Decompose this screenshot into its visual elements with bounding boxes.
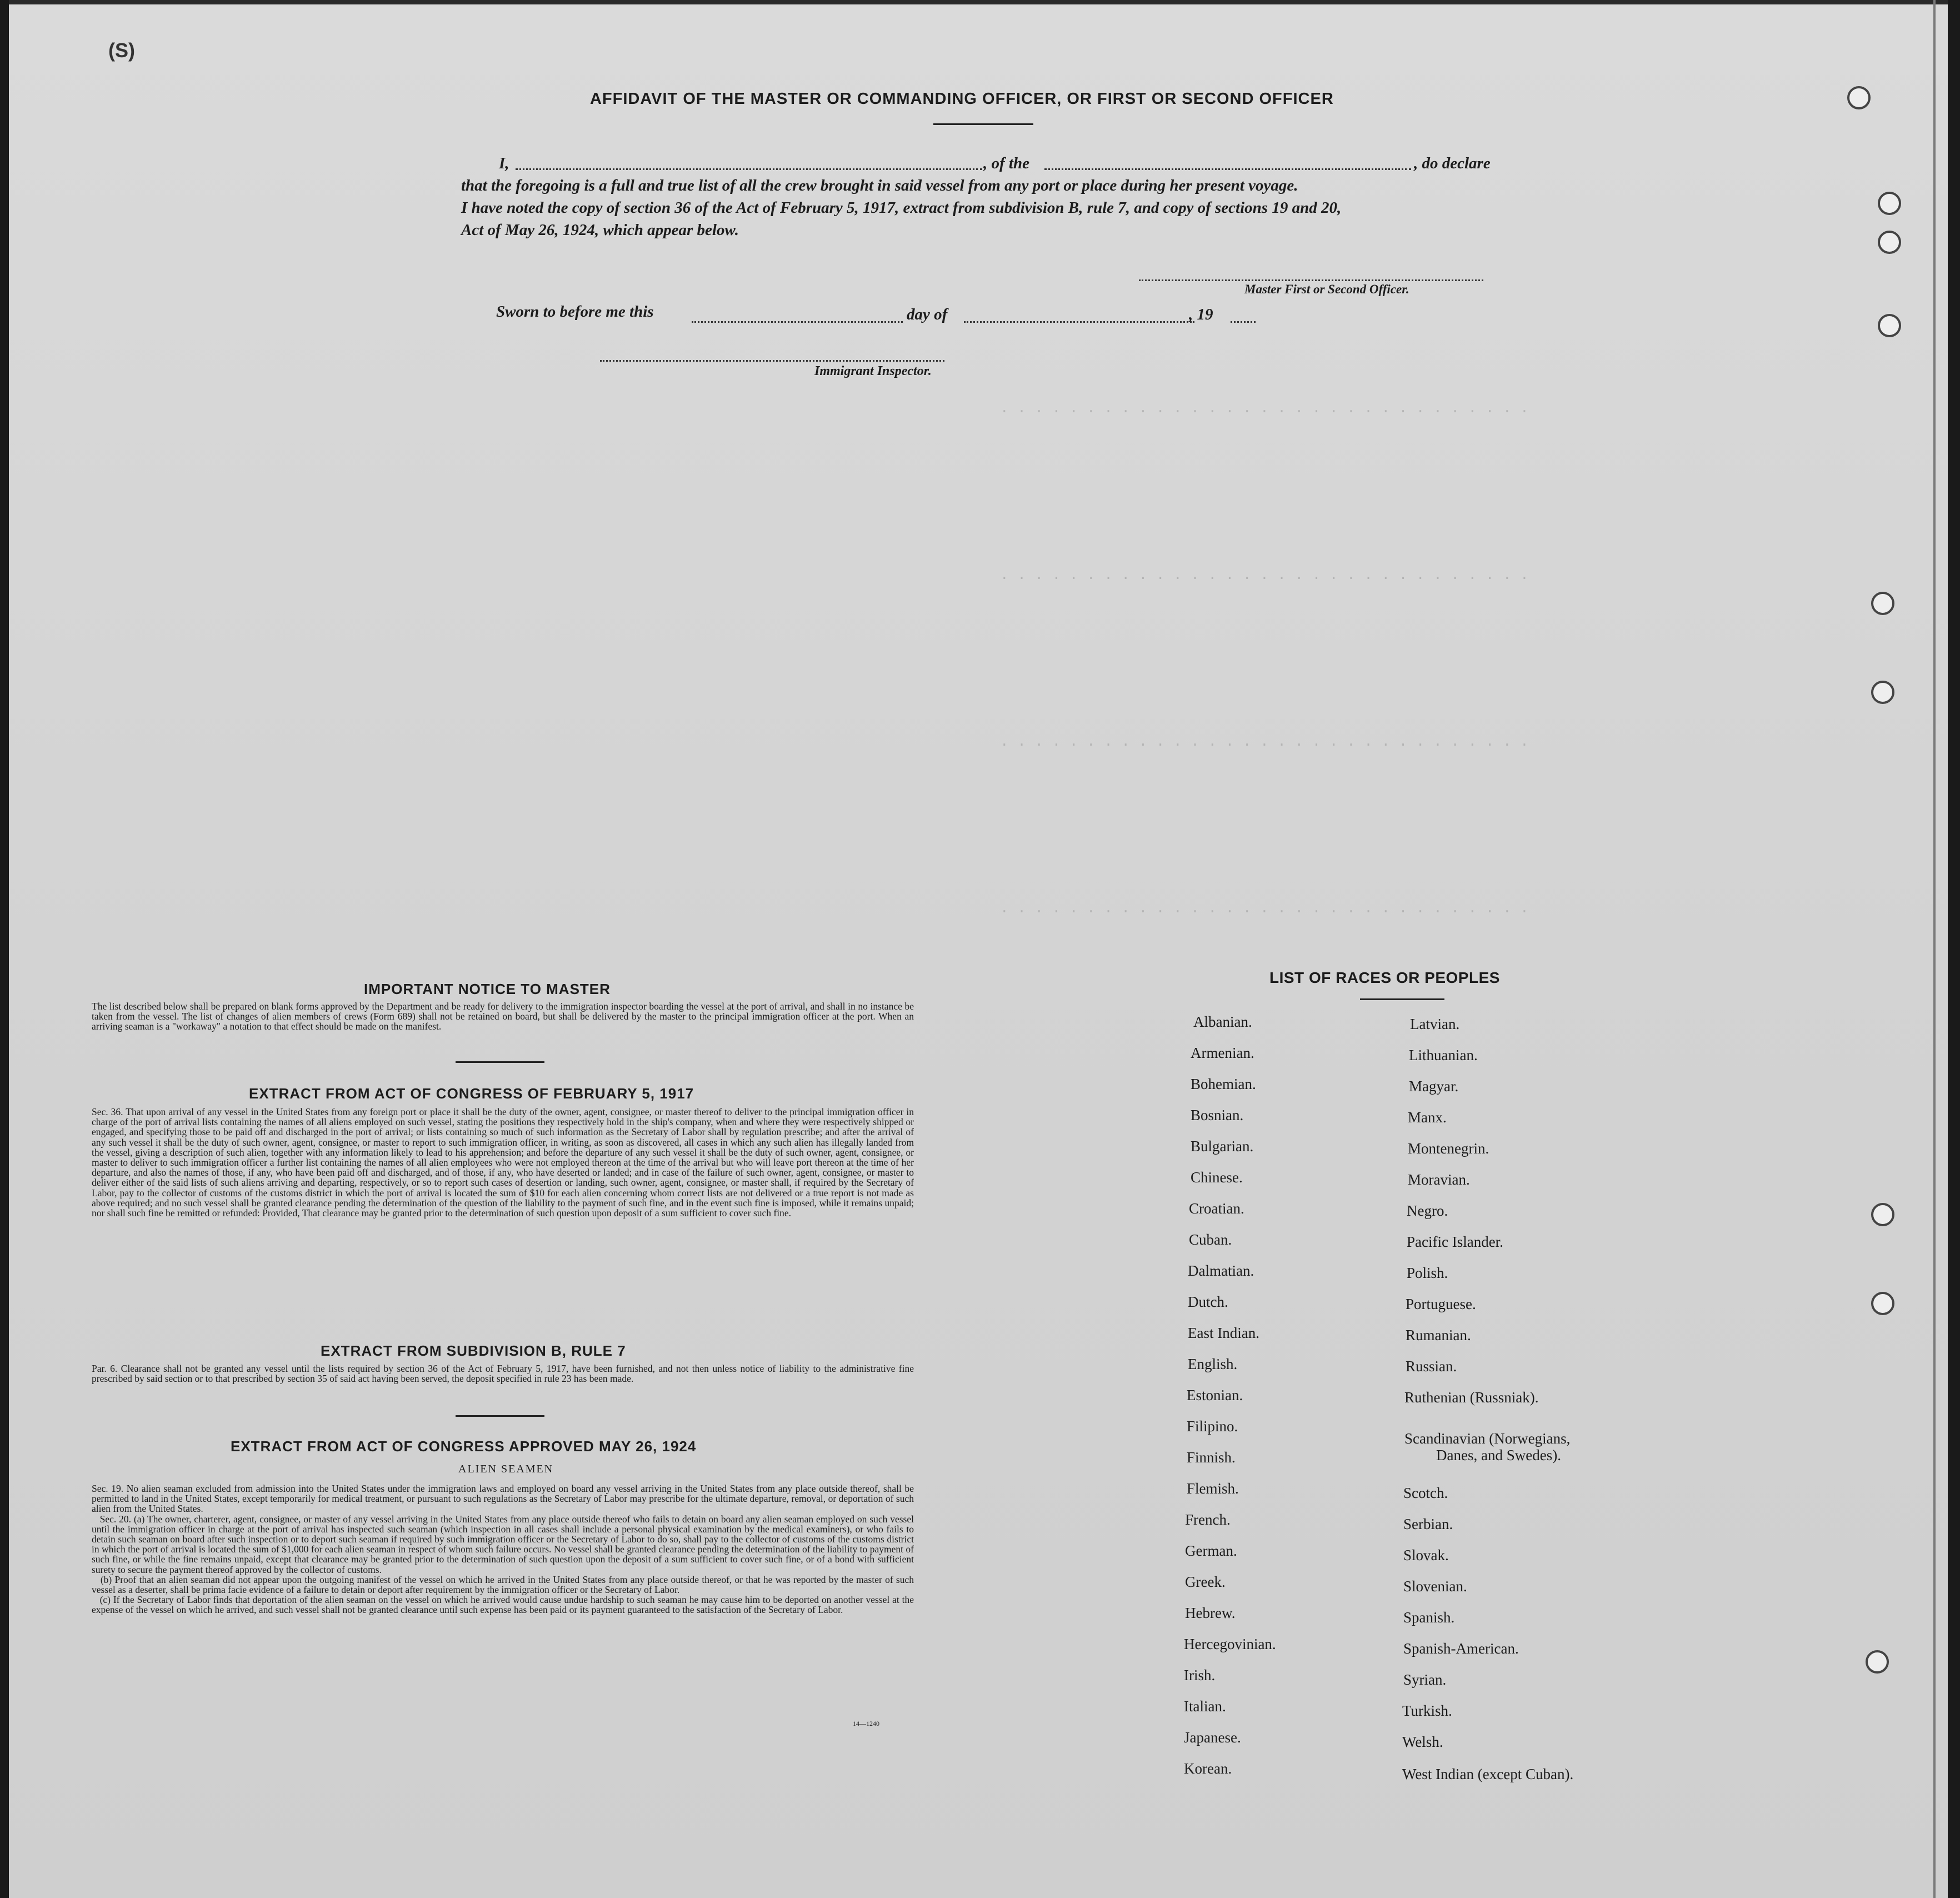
race-right-item: Manx. (1408, 1109, 1447, 1126)
sworn-label: Sworn to before me this (496, 303, 654, 321)
sworn-day-field[interactable] (692, 321, 903, 323)
affidavit-title-rule (933, 123, 1033, 125)
race-right-item: West Indian (except Cuban). (1402, 1766, 1574, 1782)
race-right-item: Rumanian. (1406, 1327, 1471, 1343)
races-title-rule (1360, 998, 1444, 1000)
race-left-item: Italian. (1184, 1698, 1226, 1715)
race-left-item: Irish. (1184, 1667, 1216, 1684)
race-left-item: Hebrew. (1185, 1605, 1236, 1621)
form-number: 14—1240 (853, 1720, 879, 1727)
race-right-item: Pacific Islander. (1407, 1233, 1503, 1250)
extract-1924-subtitle: ALIEN SEAMEN (458, 1463, 554, 1475)
race-right-item: Welsh. (1402, 1734, 1443, 1750)
binder-hole (1866, 1650, 1889, 1674)
corner-mark: (S) (108, 39, 135, 62)
race-left-item: Greek. (1185, 1574, 1226, 1590)
master-signature-field[interactable] (1139, 279, 1483, 281)
race-left-item: Chinese. (1191, 1169, 1243, 1186)
extract-rule7-title: EXTRACT FROM SUBDIVISION B, RULE 7 (321, 1342, 626, 1359)
affidavit-line-1: that the foregoing is a full and true list of all the crew brought in said vessel from any port or place during her present voyage. (461, 177, 1298, 194)
race-left-item: Hercegovinian. (1184, 1636, 1276, 1652)
race-right-item: Magyar. (1409, 1078, 1459, 1095)
race-right-item: Slovenian. (1403, 1578, 1467, 1595)
race-left-item: Bohemian. (1191, 1076, 1256, 1092)
race-right-item: Spanish. (1403, 1609, 1455, 1626)
binder-hole (1871, 1203, 1894, 1226)
race-right-item: Ruthenian (Russniak). (1404, 1389, 1539, 1406)
binder-hole (1878, 231, 1901, 254)
sworn-year-field[interactable] (1231, 321, 1256, 323)
affidavit-i-label: I, (499, 154, 509, 172)
race-left-item: Armenian. (1191, 1045, 1254, 1061)
race-left-item: Flemish. (1187, 1480, 1239, 1497)
inspector-label: Immigrant Inspector. (814, 364, 932, 378)
day-of-label: day of (907, 306, 948, 323)
rule7-rule (456, 1415, 544, 1417)
affidavit-title: AFFIDAVIT OF THE MASTER OR COMMANDING OFFICER, OR FIRST OR SECOND OFFICER (590, 90, 1334, 108)
race-left-item: Japanese. (1184, 1729, 1241, 1746)
race-left-item: French. (1185, 1511, 1231, 1528)
race-left-item: East Indian. (1188, 1325, 1259, 1341)
binder-hole (1871, 1292, 1894, 1315)
race-right-item: Serbian. (1403, 1516, 1453, 1532)
sworn-month-field[interactable] (964, 321, 1194, 323)
race-left-item: Filipino. (1187, 1418, 1238, 1435)
scan-border-right (1948, 0, 1960, 1898)
affidavit-line-3: Act of May 26, 1924, which appear below. (461, 221, 739, 239)
binder-hole (1871, 592, 1894, 615)
race-right-item: Latvian. (1410, 1016, 1460, 1032)
race-right-item: Syrian. (1403, 1671, 1447, 1688)
extract-1917-text: Sec. 36. That upon arrival of any vessel in the United States from any foreign port or place it shall be the duty of the owner, agent, consignee, or master thereof to deliver to the principal immigration officer in charge of the port of arrival lists containing the names of all aliens employed on such vessel, stating the positions they respectively hold in the ship's company, when and where they were respectively shipped or engaged, and specifying those to be paid off and discharged in the port of arrival; or lists containing so much of such information as the Secretary of Labor shall by regulation prescribe; and after the arrival of any such vessel it shall be the duty of such owner, agent, consignee, or master to report to such immigration officer, in writing, as soon as discovered, all cases in which any such alien has illegally landed from the vessel, giving a description of such alien, together with any information likely to lead to his apprehension; and before the departure of any such vessel it shall be the duty of such owner, agent, consignee, or master to deliver to such immigration officer a further list containing the names of all alien employees who were not employed thereon at the time of the arrival but who will leave port thereon at the time of her departure, and also the names of those, if any, who have been paid off and discharged, and of those, if any, who have deserted or landed; and in case of the failure of such owner, agent, consignee, or master to deliver either of the said lists of such aliens arriving and departing, respectively, or so to report such cases of desertion or landing, such owner, agent, consignee, or master shall, if required by the Secretary of Labor, pay to the collector of customs of the customs district in which the port of arrival is located the sum of $10 for each alien concerning whom correct lists are not delivered or a true report is not made as above required; and no such vessel shall be granted clearance pending the determination of the question of the liability to the payment of such fine, and in the event such fine is imposed, while it remains unpaid; nor shall such fine be remitted or refunded: Provided, That clearance may be granted prior to the determination of such question upon deposit of a sum sufficient to cover such fine. (92, 1106, 917, 1219)
race-right-item: Danes, and Swedes). (1436, 1447, 1561, 1464)
affidavit-declare-label: , do declare (1414, 154, 1491, 172)
bleed-through: . . . . . . . . . . . . . . . . . . . . . . . . . . . . . . . (1000, 900, 1529, 917)
year-label: , 19 (1189, 306, 1213, 323)
race-left-item: Albanian. (1193, 1013, 1252, 1030)
race-left-item: Cuban. (1189, 1231, 1232, 1248)
bleed-through: . . . . . . . . . . . . . . . . . . . . . . . . . . . . . . . (1000, 400, 1529, 417)
binder-hole (1847, 86, 1871, 109)
race-right-item: Scotch. (1403, 1485, 1448, 1501)
race-right-item: Slovak. (1403, 1547, 1449, 1564)
race-left-item: German. (1185, 1542, 1237, 1559)
affiant-name-field[interactable] (516, 168, 982, 170)
binder-hole (1878, 192, 1901, 215)
page-edge (1933, 0, 1936, 1898)
extract-1924-text: Sec. 19. No alien seaman excluded from admission into the United States under the immigration laws and employed on board any vessel arriving in the United States from any place outside thereof, shall be permitted to land in the United States, except temporarily for medical treatment, or pursuant to such regulations as the Secretary of Labor may prescribe for the ultimate departure, removal, or deportation of such alien from the United States. Sec. 20. (a) The owner, charterer, agent, consignee, or master of any vessel arriving in the United States from any place outside thereof who fails to detain on board any alien seaman employed on such vessel until the immigration officer in charge at the port of arrival has inspected such seaman (which inspection in all cases shall include a personal physical examination by the medical examiners), or who fails to detain such seaman on board after such inspection or to deport such seaman if required by such immigration officer or the Secretary of Labor to do so, shall pay to the collector of customs of the customs district in which the port of arrival is located the sum of $1,000 for each alien seaman in respect of whom such failure occurs. No vessel shall be granted clearance pending the determination of the liability to payment of such fine, or while the fine remains unpaid, except that clearance may be granted prior to the determination of such question upon the deposit of a sum sufficient to cover such fine, or of a bond with sufficient surety to secure the payment thereof approved by the collector of customs. (b) Proof that an alien seaman did not appear upon the outgoing manifest of the vessel on which he arrived in the United States from any place outside thereof, or that he was reported by the master of such vessel as a deserter, shall be prima facie evidence of a failure to detain or deport after requirement by the immigration officer or the Secretary of Labor. (c) If the Secretary of Labor finds that deportation of the alien seaman on the vessel on which he arrived would cause undue hardship to such seaman he may cause him to be deported on another vessel at the expense of the vessel on which he arrived, and such vessel shall not be granted clearance until such expense has been paid or its payment guaranteed to the satisfaction of the Secretary of Labor. (92, 1483, 914, 1616)
race-right-item: Turkish. (1402, 1702, 1452, 1719)
race-left-item: Bosnian. (1191, 1107, 1244, 1123)
binder-hole (1878, 314, 1901, 337)
race-left-item: Korean. (1184, 1760, 1232, 1777)
race-right-item: Spanish-American. (1403, 1640, 1519, 1657)
master-signature-label: Master First or Second Officer. (1244, 282, 1409, 296)
race-right-item: Lithuanian. (1409, 1047, 1478, 1063)
notice-title: IMPORTANT NOTICE TO MASTER (364, 981, 611, 997)
race-right-item: Moravian. (1408, 1171, 1470, 1188)
race-right-item: Scandinavian (Norwegians, (1404, 1430, 1571, 1447)
race-right-item: Polish. (1407, 1265, 1448, 1281)
inspector-signature-field[interactable] (600, 360, 944, 362)
race-left-item: Dutch. (1188, 1293, 1228, 1310)
race-right-item: Russian. (1406, 1358, 1457, 1375)
vessel-name-field[interactable] (1044, 168, 1411, 170)
race-left-item: Dalmatian. (1188, 1262, 1254, 1279)
race-left-item: Estonian. (1187, 1387, 1243, 1403)
notice-text: The list described below shall be prepared on blank forms approved by the Department and be ready for delivery to the immigration inspector boarding the vessel at the port of arrival, and shall in no instance be taken from the vessel. The list of changes of alien members of crews (Form 689) shall not be retained on board, but shall be delivered by the master to the principal immigration officer at the port. When an arriving seaman is a "workaway" a notation to that effect should be made on the manifest. (92, 1001, 917, 1032)
bleed-through: . . . . . . . . . . . . . . . . . . . . . . . . . . . . . . . (1000, 733, 1529, 750)
affidavit-line-2: I have noted the copy of section 36 of the Act of February 5, 1917, extract from subdivision B, rule 7, and copy of sections 19 and 20, (461, 199, 1342, 217)
extract-rule7-text: Par. 6. Clearance shall not be granted any vessel until the lists required by section 36 of the Act of February 5, 1917, have been furnished, and not then unless notice of liability to the administrative fine prescribed by said section or to that prescribed by section 35 of said act having been served, the deposit specified in rule 23 has been made. (92, 1363, 917, 1385)
races-title: LIST OF RACES OR PEOPLES (1269, 969, 1500, 986)
scan-border-left (0, 0, 9, 1898)
extract-1924-title: EXTRACT FROM ACT OF CONGRESS APPROVED MAY 26, 1924 (231, 1438, 697, 1455)
race-left-item: Croatian. (1189, 1200, 1244, 1217)
notice-rule (456, 1061, 544, 1063)
race-left-item: Bulgarian. (1191, 1138, 1254, 1155)
bleed-through: . . . . . . . . . . . . . . . . . . . . . . . . . . . . . . . (1000, 567, 1529, 583)
race-right-item: Portuguese. (1406, 1296, 1476, 1312)
race-left-item: English. (1188, 1356, 1238, 1372)
extract-1917-title: EXTRACT FROM ACT OF CONGRESS OF FEBRUARY 5, 1917 (249, 1085, 694, 1102)
race-left-item: Finnish. (1187, 1449, 1236, 1466)
affidavit-of-the-label: , of the (983, 154, 1029, 172)
race-right-item: Montenegrin. (1408, 1140, 1489, 1157)
race-right-item: Negro. (1407, 1202, 1448, 1219)
scan-border-top (0, 0, 1960, 4)
binder-hole (1871, 681, 1894, 704)
